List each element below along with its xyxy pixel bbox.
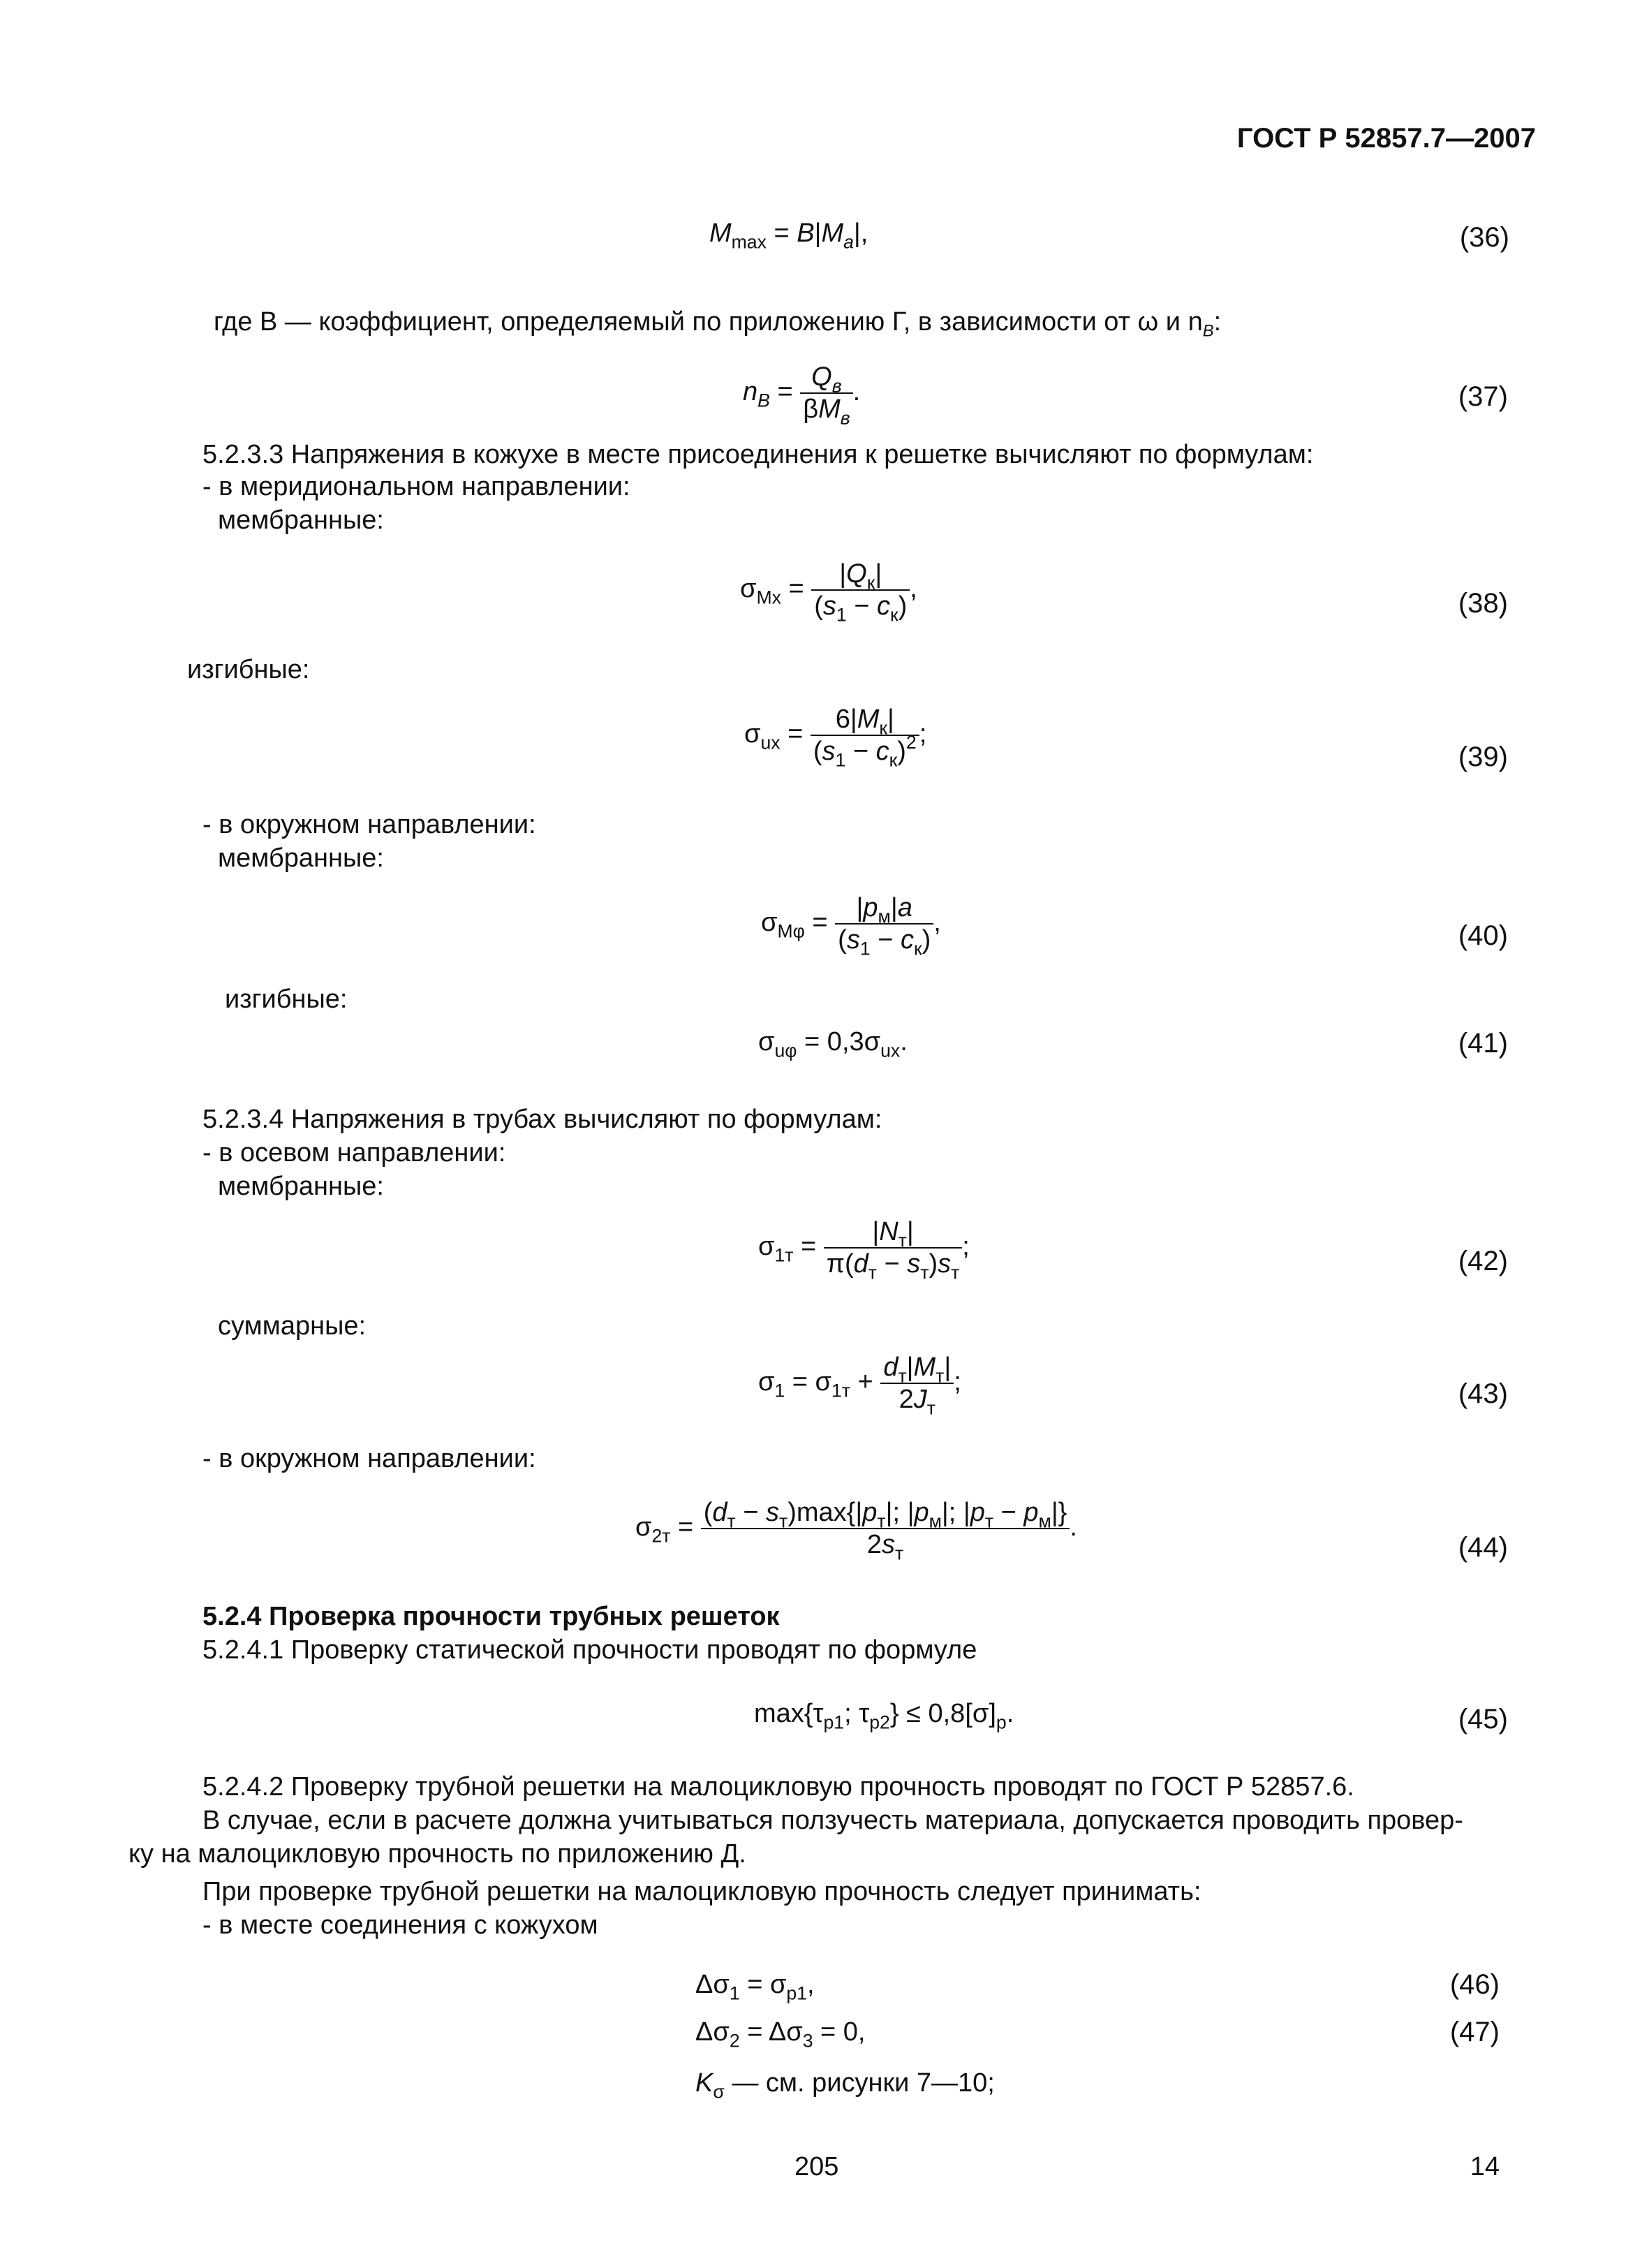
- formula-43: $\sigma_1 = \sigma_{1т}$ + $\frac{d_т|M_т|}{2J_т}$ ;: [758, 1353, 961, 1419]
- text-axial: - в осевом направлении:: [202, 1138, 506, 1168]
- formula-36: $M_{max} = B|M_a|$,: [709, 219, 868, 253]
- equation-number-47: (47): [1449, 2017, 1500, 2047]
- text-membrane-3: мембранные:: [218, 1172, 384, 1201]
- formula-45: $\max\{\tau_{p1}$; $\tau_{p2}\} \le 0,8[\sigma]_p$.: [754, 1699, 1014, 1733]
- text-circumferential-1: - в окружном направлении:: [202, 810, 536, 839]
- text-membrane-2: мембранные:: [218, 844, 384, 873]
- text-total: суммарные:: [218, 1311, 367, 1341]
- formula-37: $n_B$ = $\frac{Q_в}{\beta M_в}$ .: [743, 362, 861, 429]
- formula-44: $\sigma_{2т}$ = $\frac{(d_т - s_т)\max\{|p_т|; |p_м|; |p_т - p_м|\}}{2s_т}$ .: [635, 1498, 1077, 1564]
- formula-42: $\sigma_{1т}$ = $\frac{|N_т|}{\pi(d_т - s_т)s_т}$ ;: [758, 1217, 970, 1283]
- text-circumferential-2: - в окружном направлении:: [202, 1444, 536, 1473]
- formula-39: $\sigma_{ux}$ = $\frac{6|M_к|}{(s_1 - c_к)^2}$ ;: [744, 705, 927, 771]
- equation-number-37: (37): [1458, 381, 1508, 412]
- paragraph-5-2-3-4: 5.2.3.4 Напряжения в трубах вычисляют по формулам:: [202, 1105, 882, 1134]
- equation-number-45: (45): [1458, 1704, 1508, 1735]
- equation-number-38: (38): [1458, 588, 1508, 619]
- paragraph-5-2-4-2: 5.2.4.2 Проверку трубной решетки на малоцикловую прочность проводят по ГОСТ Р 52857.6.: [202, 1772, 1354, 1802]
- formula-46: $\Delta\sigma_1 = \sigma_{p1}$,: [695, 1970, 815, 2004]
- equation-number-40: (40): [1458, 920, 1508, 951]
- text-shell-joint: - в месте соединения с кожухом: [202, 1910, 598, 1940]
- paragraph-creep-line1: В случае, если в расчете должна учитываться ползучесть материала, допускается проводить провер-: [202, 1806, 1463, 1835]
- text-k-sigma: $K_\sigma$ — см. рисунки 7—10;: [695, 2068, 995, 2103]
- equation-number-42: (42): [1458, 1246, 1508, 1276]
- text-bending-1: изгибные:: [187, 655, 310, 684]
- equation-number-41: (41): [1458, 1028, 1508, 1059]
- page-number-right: 14: [1470, 2152, 1500, 2181]
- formula-40: $\sigma_{M\varphi}$ = $\frac{|p_м|a}{(s_1 - c_к)}$ ,: [761, 893, 941, 959]
- text-where-b: где B — коэффициент, определяемый по приложению Г, в зависимости от ω и $n_B$:: [214, 307, 1222, 341]
- formula-47: $\Delta\sigma_2 = \Delta\sigma_3 = 0$,: [695, 2017, 866, 2052]
- paragraph-accept: При проверке трубной решетки на малоцикловую прочность следует принимать:: [202, 1877, 1201, 1906]
- equation-number-44: (44): [1458, 1532, 1508, 1563]
- formula-38: $\sigma_{Mx}$ = $\frac{|Q_к|}{(s_1 - c_к)}$ ,: [740, 559, 917, 626]
- text-bending-2: изгибные:: [225, 985, 348, 1014]
- equation-number-36: (36): [1459, 222, 1509, 253]
- paragraph-5-2-4-1: 5.2.4.1 Проверку статической прочности проводят по формуле: [202, 1635, 977, 1665]
- equation-number-43: (43): [1458, 1378, 1508, 1409]
- text-meridional: - в меридиональном направлении:: [202, 472, 630, 501]
- heading-5-2-4: 5.2.4 Проверка прочности трубных решеток: [202, 1602, 780, 1631]
- formula-41: $\sigma_{u\varphi} = 0,3\sigma_{ux}$.: [758, 1027, 908, 1061]
- equation-number-46: (46): [1449, 1969, 1500, 2000]
- page-number-center: 205: [794, 2152, 839, 2181]
- paragraph-creep-line2: ку на малоцикловую прочность по приложению Д.: [128, 1839, 746, 1869]
- text-membrane-1: мембранные:: [218, 506, 384, 535]
- paragraph-5-2-3-3: 5.2.3.3 Напряжения в кожухе в месте присоединения к решетке вычисляют по формулам:: [202, 440, 1314, 469]
- document-code: ГОСТ Р 52857.7—2007: [1236, 123, 1536, 154]
- equation-number-39: (39): [1458, 742, 1508, 772]
